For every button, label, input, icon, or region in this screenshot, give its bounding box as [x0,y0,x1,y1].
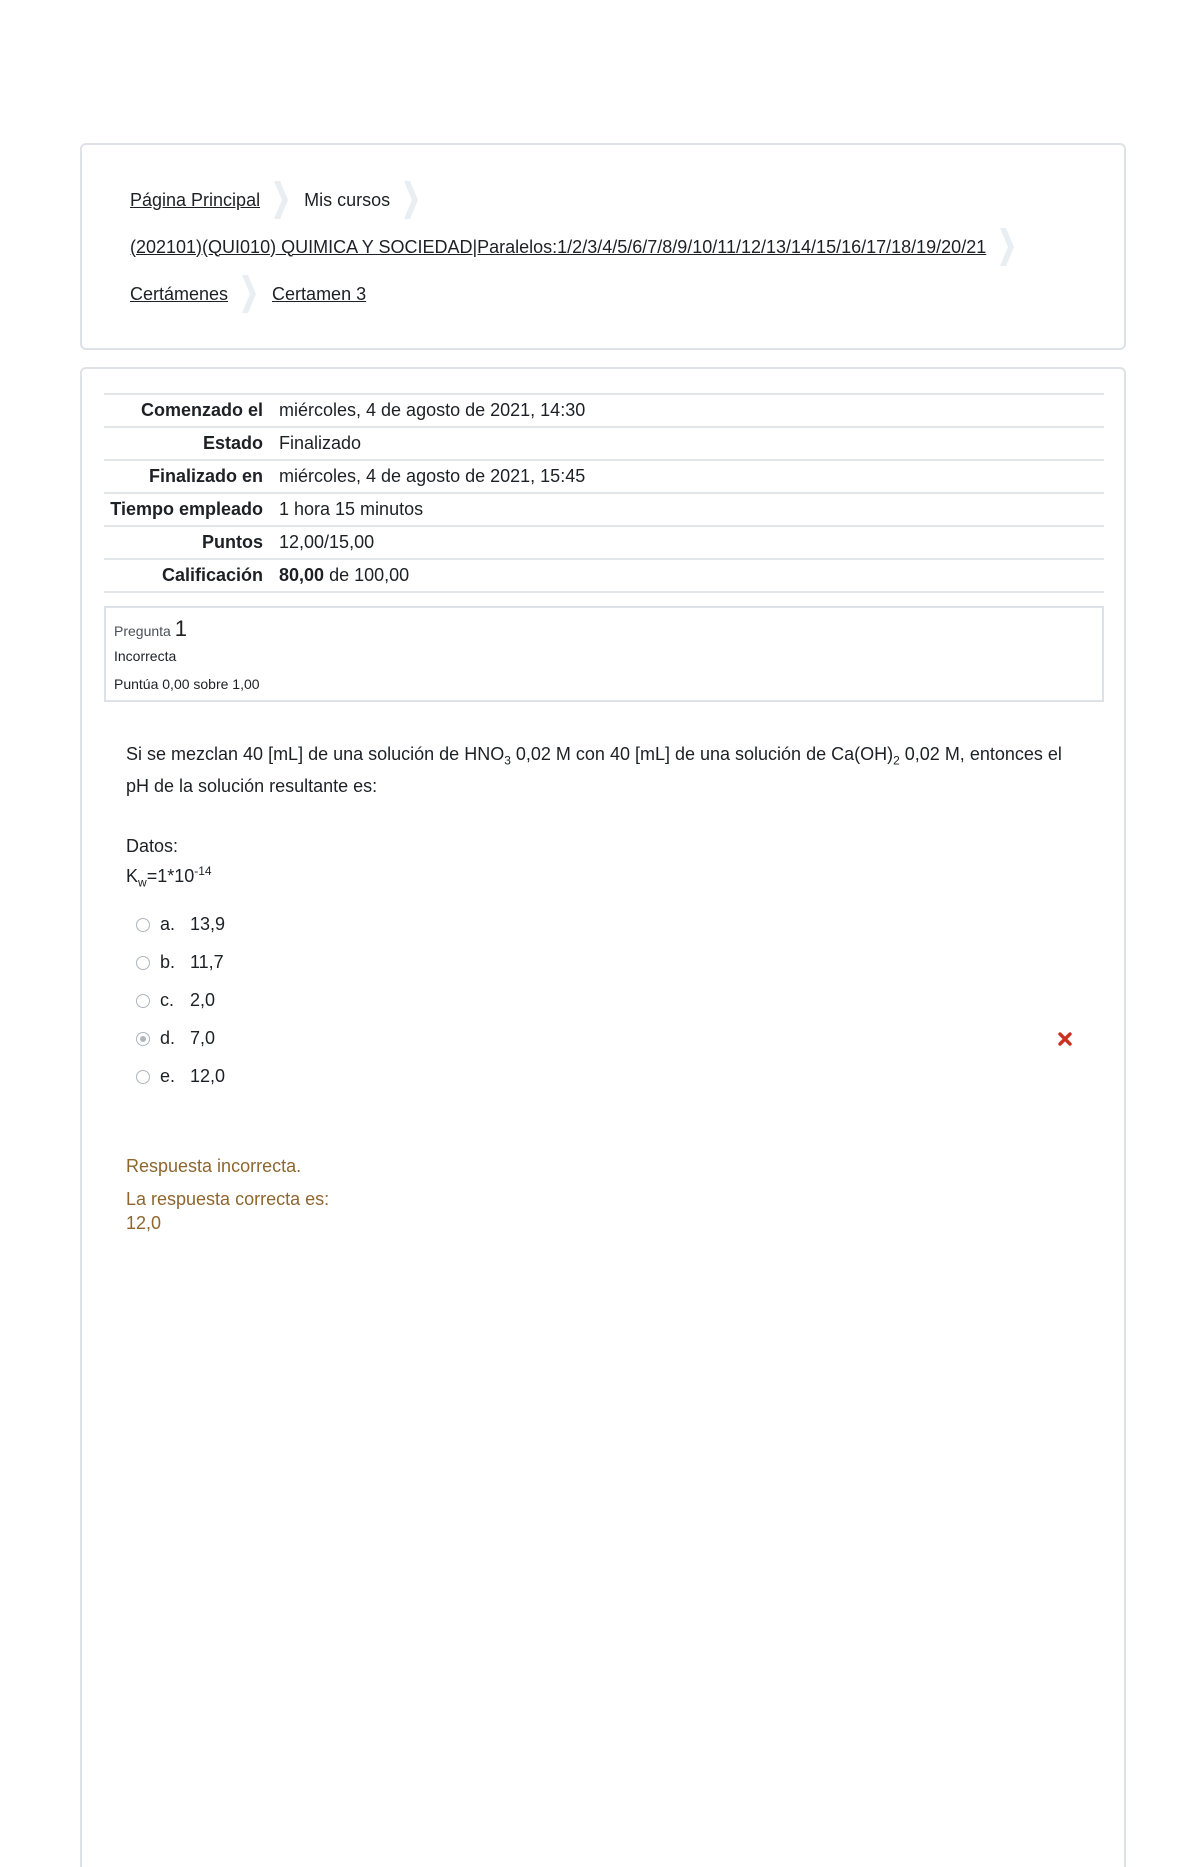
answer-option-b[interactable] [136,952,224,973]
question-text-part: 0,02 M, entonces el pH de la solución resultante es: [126,744,1062,796]
answer-letter: b. [160,952,176,972]
question-info-box [104,606,1104,702]
question-text-subscript: 3 [504,753,511,768]
kw-subscript: w [138,875,147,890]
breadcrumb-section-link[interactable]: Certámenes [130,283,229,304]
question-text-subscript: 2 [893,753,900,768]
question-text-part: Si se mezclan 40 [mL] de una solución de HNO [126,744,505,764]
answer-letter: e. [160,1066,176,1086]
answer-option-d[interactable] [136,1028,215,1049]
answer-letter: a. [160,914,176,934]
breadcrumb [80,143,1126,350]
breadcrumb-row-2 [130,228,1030,266]
summary-value: Finalizado [279,433,362,453]
answer-option-e[interactable] [136,1066,225,1087]
breadcrumb-my-courses[interactable]: Mis cursos [304,189,391,210]
general-feedback: Respuesta incorrecta. [126,1156,302,1176]
radio-button[interactable] [136,1070,150,1084]
summary-label: Estado [202,433,263,453]
chevron-right-icon [274,181,288,219]
summary-label: Comenzado el [140,400,263,420]
quiz-review [80,367,1126,1867]
kw-exponent: -14 [194,864,212,878]
chevron-right-icon [242,275,256,313]
breadcrumb-course-link[interactable]: (202101)(QUI010) QUIMICA Y SOCIEDAD|Paralelos:1/2/3/4/5/6/7/8/9/10/11/12/13/14/15/16/17/18/19/20/21 [130,236,987,257]
answer-letter: d. [160,1028,176,1048]
answer-option-a[interactable] [136,914,225,935]
breadcrumb-row-3 [130,275,366,313]
kw-symbol: K [126,866,139,886]
summary-row-points [104,526,1104,559]
attempt-summary-table [104,393,1104,593]
answer-letter: c. [160,990,175,1010]
answer-value: 13,9 [190,914,226,934]
data-label: Datos: [126,836,179,856]
summary-label: Tiempo empleado [110,499,263,519]
radio-button[interactable] [136,918,150,932]
kw-value: =1*10 [146,866,195,886]
summary-value: 12,00/15,00 [279,532,375,552]
chevron-right-icon [1000,228,1014,266]
summary-value: 1 hora 15 minutos [279,499,424,519]
answer-value: 7,0 [190,1028,216,1048]
breadcrumb-row-1 [130,181,434,219]
summary-label: Calificación [161,565,263,585]
summary-value: miércoles, 4 de agosto de 2021, 14:30 [279,400,586,420]
summary-label: Finalizado en [148,466,263,486]
answer-value: 2,0 [190,990,216,1010]
right-answer-value: 12,0 [126,1213,162,1233]
breadcrumb-quiz-link[interactable]: Certamen 3 [272,283,367,304]
radio-button[interactable] [136,956,150,970]
summary-row-finished [104,460,1104,493]
grade-suffix: de 100,00 [329,565,410,585]
summary-label: Puntos [202,532,263,552]
summary-row-started [104,394,1104,427]
right-answer-label: La respuesta correcta es: [126,1189,330,1209]
summary-row-time [104,493,1104,526]
radio-button[interactable] [136,994,150,1008]
answer-value: 12,0 [190,1066,226,1086]
question-state: Incorrecta [114,648,177,664]
summary-row-grade [104,559,1104,592]
chevron-right-icon [404,181,418,219]
answer-option-c[interactable] [136,990,215,1011]
kw-constant [126,864,212,890]
cross-icon [1058,1032,1072,1046]
answer-value: 11,7 [190,952,224,972]
question-number-value: 1 [174,616,187,641]
summary-value: miércoles, 4 de agosto de 2021, 15:45 [279,466,586,486]
summary-row-state [104,427,1104,460]
summary-value [279,559,1104,592]
grade-value: 80,00 [279,565,325,585]
question-text-part: 0,02 M con 40 [mL] de una solución de Ca(OH) [510,744,894,764]
breadcrumb-home-link[interactable]: Página Principal [130,189,261,210]
radio-button-selected[interactable] [136,1032,150,1046]
question-text [126,742,1086,799]
question-number [114,616,187,642]
question-prefix: Pregunta [114,623,171,639]
question-mark: Puntúa 0,00 sobre 1,00 [114,676,260,692]
